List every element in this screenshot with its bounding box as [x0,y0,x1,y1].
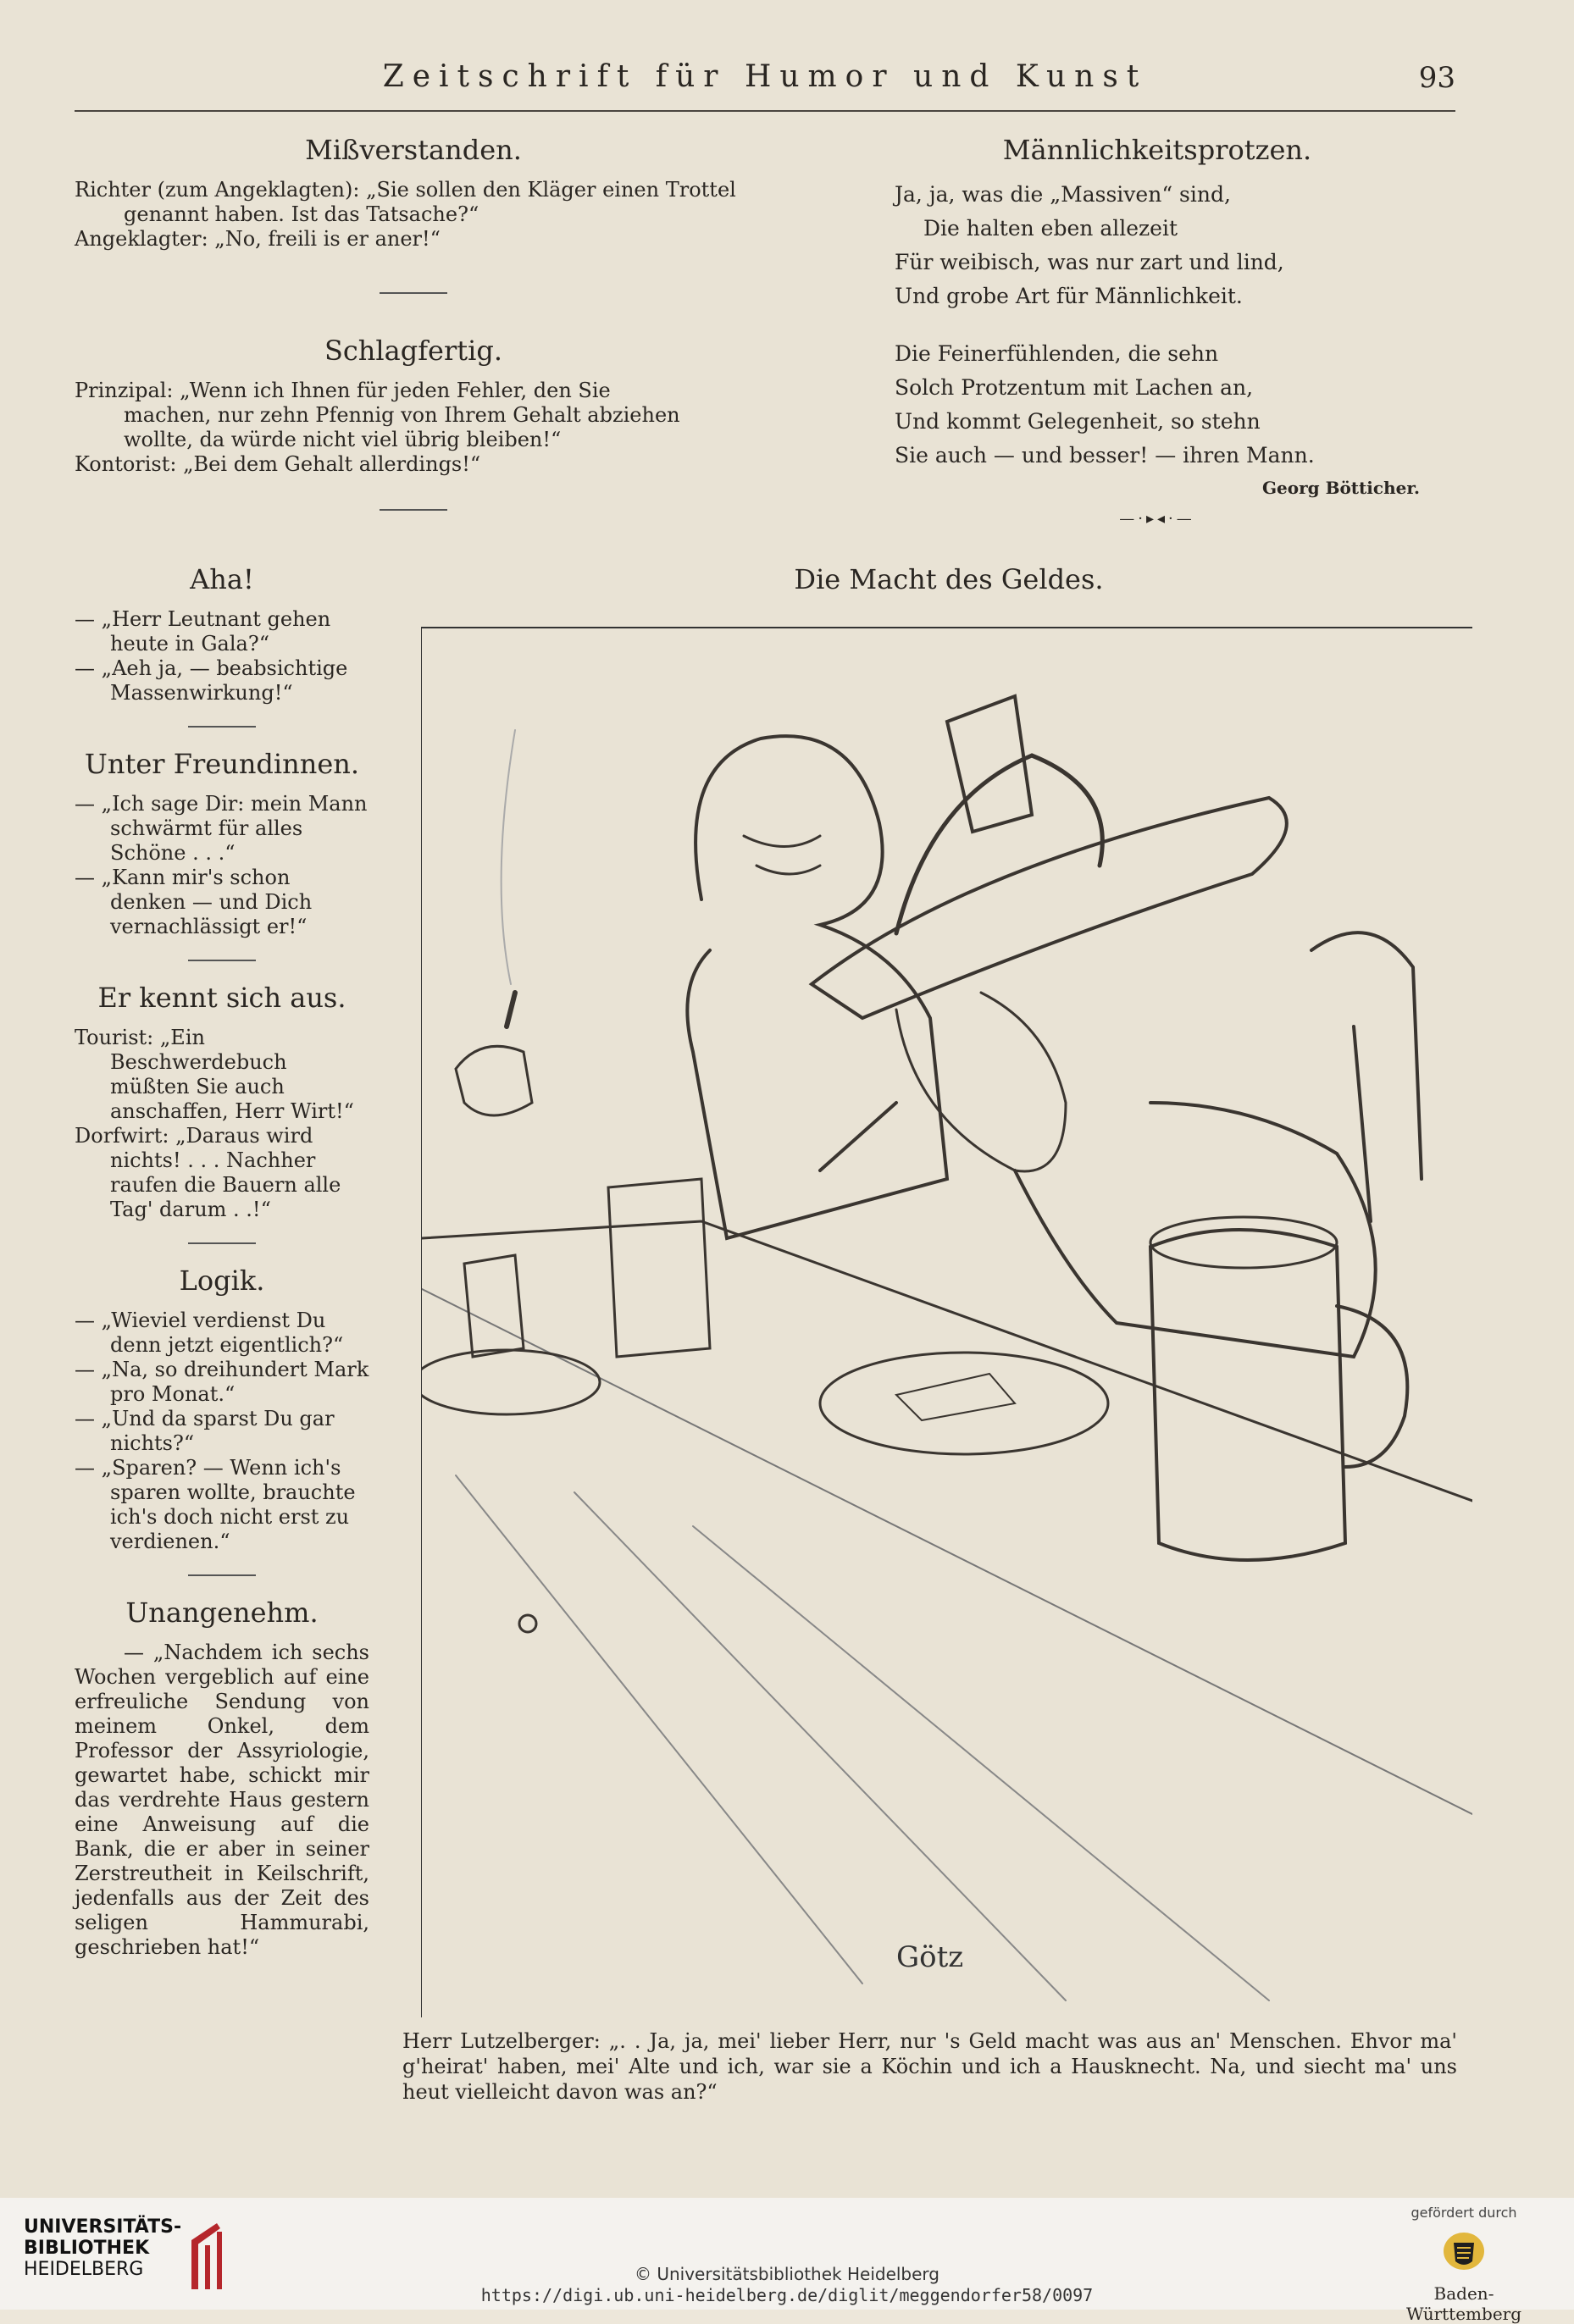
cartoon-illustration [421,627,1472,2017]
anecdote-text: — „Nachdem ich sechs Wochen vergeblich auf eine erfreuliche Sendung von meinem Onkel, dem Professor der Assyriologie, gewartet habe, schickt mir das verdrehte Haus gestern eine Anweisung auf die Bank, die er aber in seiner Zerstreutheit in Keilschrift, jedenfalls aus der Zeit des seligen Hammurabi, geschrieben hat!“ [75,1641,369,1959]
poem-line: Solch Protzentum mit Lachen an, [895,375,1254,400]
source-url-link[interactable]: https://digi.ub.uni-heidelberg.de/diglit/meggendorfer58/0097 [480,2285,1094,2305]
dialogue-line: — „Ich sage Dir: mein Mann schwärmt für alles Schöne . . .“ [75,792,368,865]
text-line: wollte, da würde nicht viel übrig bleiben!“ [124,428,562,451]
artist-signature: Götz [896,1940,964,1974]
poem-line: Ja, ja, was die „Massiven“ sind, [895,182,1231,207]
journal-title: Zeitschrift für Humor und Kunst [382,59,1148,94]
dialogue-line: Tourist: „Ein Beschwerdebuch müßten Sie auch anschaffen, Herr Wirt!“ [75,1026,354,1123]
dialogue-line: — „Und da sparst Du gar nichts?“ [75,1407,335,1455]
poem-author: Georg Bötticher. [1261,478,1420,498]
cartoon-drawing [422,628,1472,2017]
text-line: Prinzipal: „Wenn ich Ihnen für jeden Fehler, den Sie [75,379,611,402]
poem-line: Sie auch — und besser! — ihren Mann. [895,443,1315,468]
poem-line: Und kommt Gelegenheit, so stehn [895,409,1261,434]
page-number: 93 [1418,61,1455,95]
dialogue-line: — „Na, so dreihundert Mark pro Monat.“ [75,1358,369,1406]
dialogue-line: — „Kann mir's schon denken — und Dich vernachlässigt er!“ [75,866,313,938]
dialogue-line: — „Aeh ja, — beabsichtige Massenwirkung!“ [75,656,348,705]
funder-name: Baden-Württemberg [1405,2283,1522,2324]
heading-unangenehm: Unangenehm. [125,1596,319,1629]
dialogue-line: — „Wieviel verdienst Du denn jetzt eigentlich?“ [75,1309,344,1357]
copyright-notice: © Universitätsbibliothek Heidelberg [634,2264,939,2284]
poem-line: Und grobe Art für Männlichkeit. [895,284,1243,308]
section-divider [188,1574,256,1576]
section-divider [380,509,447,511]
dialogue-line: Dorfwirt: „Daraus wird nichts! . . . Nachher raufen die Bauern alle Tag' darum . .!“ [75,1124,341,1221]
dialogue-line: — „Herr Leutnant gehen heute in Gala?“ [75,607,331,656]
left-sidebar-column [75,563,369,1960]
heading-aha: Aha! [190,563,254,595]
page-header [75,59,1455,112]
top-left-column [75,134,752,511]
baden-wuerttemberg-coat-of-arms-icon [1438,2226,1489,2277]
library-line-1: UNIVERSITÄTS- [24,2216,182,2238]
heading-schlagfertig: Schlagfertig. [324,335,503,367]
funded-by-label: gefördert durch [1411,2205,1517,2221]
text-line: Kontorist: „Bei dem Gehalt allerdings!“ [75,452,481,476]
funder-block [1379,2205,1549,2324]
poem-line: Die Feinerfühlenden, die sehn [895,341,1219,366]
illustration-caption: Herr Lutzelberger: „. . Ja, ja, mei' lieber Herr, nur 's Geld macht was aus an' Menschen. Ehvor ma' g'heirat' haben, mei' Alte und ich, war sie a Köchin und ich a Hausknecht. Na, und siecht ma' uns heut vielleicht davon was an?“ [402,2029,1457,2104]
heading-missverstanden: Mißverstanden. [305,134,522,166]
archive-footer [0,2198,1574,2324]
illustration-title: Die Macht des Geldes. [794,563,1104,595]
text-line: genannt haben. Ist das Tatsache?“ [124,202,479,226]
text-line: machen, nur zehn Pfennig von Ihrem Gehalt abziehen [124,403,680,427]
library-line-2: BIBLIOTHEK [24,2238,150,2259]
section-divider [380,292,447,294]
dialogue-line: — „Sparen? — Wenn ich's sparen wollte, brauchte ich's doch nicht erst zu verdienen.“ [75,1456,356,1553]
ornament-divider: —·▸◂·— [1119,510,1195,528]
poem-line: Für weibisch, was nur zart und lind, [895,250,1284,274]
heading-er-kennt-sich-aus: Er kennt sich aus. [97,982,346,1014]
section-divider [188,1242,256,1244]
heading-unter-freundinnen: Unter Freundinnen. [84,748,360,780]
illustration-heading [424,563,1474,607]
poem-line: Die halten eben allezeit [923,216,1178,241]
text-line: Angeklagter: „No, freili is er aner!“ [75,227,441,251]
text-line: Richter (zum Angeklagten): „Sie sollen den Kläger einen Trottel [75,178,736,202]
section-divider [188,726,256,728]
heading-logik: Logik. [179,1264,265,1297]
library-line-3: HEIDELBERG [24,2259,144,2280]
section-divider [188,960,256,961]
heading-maennlichkeitsprotzen: Männlichkeitsprotzen. [1002,134,1312,166]
poem-column [895,134,1420,528]
